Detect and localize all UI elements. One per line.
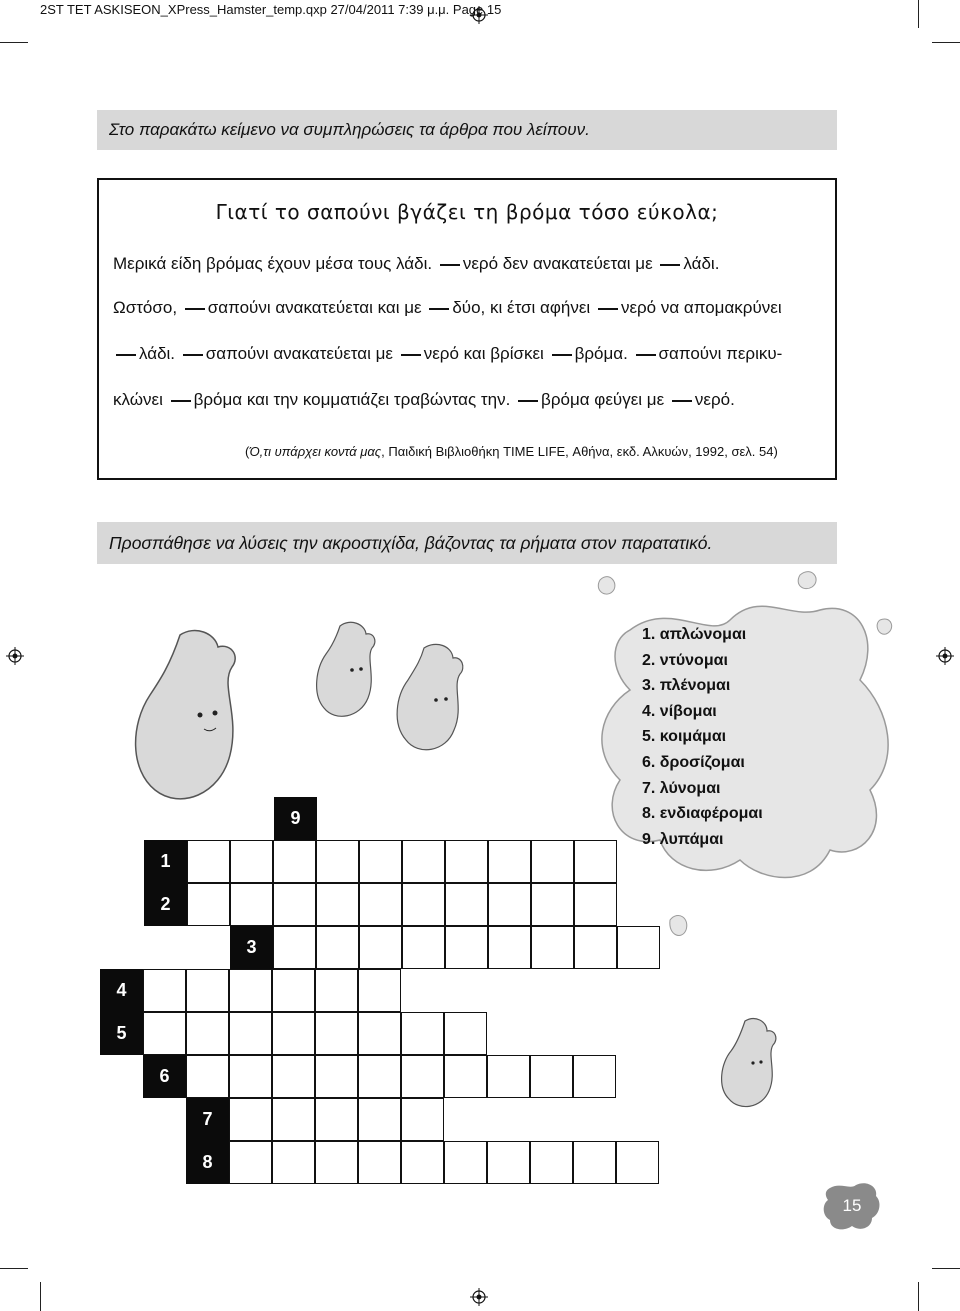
crossword-cell[interactable]: [358, 1098, 401, 1141]
crossword-cell[interactable]: [402, 883, 445, 926]
crossword-cell[interactable]: [315, 969, 358, 1012]
crossword-cell[interactable]: [401, 1055, 444, 1098]
crossword-cell[interactable]: [402, 840, 445, 883]
clue-item: 5. κοιμάμαι: [642, 728, 727, 746]
crossword-cell[interactable]: [401, 1012, 444, 1055]
crossword-cell[interactable]: [617, 926, 660, 969]
passage-line: Ωστόσο, σαπούνι ανακατεύεται και με δύο, κι έτσι αφήνει νερό να απομακρύνει: [113, 298, 782, 317]
article-blank[interactable]: [672, 400, 692, 402]
crossword-cell[interactable]: [530, 1141, 573, 1184]
crossword-cell[interactable]: [315, 1055, 358, 1098]
crossword-cell[interactable]: [187, 883, 230, 926]
article-blank[interactable]: [116, 354, 136, 356]
crossword-cell[interactable]: [229, 1141, 272, 1184]
crossword-cell[interactable]: [358, 1141, 401, 1184]
soap-drop-character-icon: [715, 1015, 795, 1115]
trim-mark: [932, 1268, 960, 1269]
crossword-cell[interactable]: [445, 926, 488, 969]
crossword-cell[interactable]: [273, 840, 316, 883]
print-slug-line: 2ST TET ASKISEON_XPress_Hamster_temp.qxp 27/04/2011 7:39 μ.μ. Page 15: [40, 2, 502, 17]
article-blank[interactable]: [185, 308, 205, 310]
crossword-cell[interactable]: [229, 1055, 272, 1098]
grid-number-4: 4: [100, 969, 143, 1012]
clue-item: 8. ενδιαφέρομαι: [642, 805, 763, 823]
article-blank[interactable]: [552, 354, 572, 356]
crossword-cell[interactable]: [574, 840, 617, 883]
clue-item: 7. λύνομαι: [642, 779, 721, 797]
clue-item: 1. απλώνομαι: [642, 626, 747, 643]
grid-number-7: 7: [186, 1098, 229, 1141]
registration-mark-icon: [470, 1288, 488, 1306]
crossword-cell[interactable]: [573, 1055, 616, 1098]
crossword-cell[interactable]: [401, 1141, 444, 1184]
crossword-cell[interactable]: [272, 969, 315, 1012]
clue-item: 2. ντύνομαι: [642, 651, 728, 669]
crossword-cell[interactable]: [272, 1055, 315, 1098]
crossword-cell[interactable]: [229, 1012, 272, 1055]
exercise1-instruction: Στο παρακάτω κείμενο να συμπληρώσεις τα άρθρα που λείπουν.: [97, 110, 837, 150]
crossword-cell[interactable]: [316, 926, 359, 969]
grid-number-8: 8: [186, 1141, 229, 1184]
crossword-cell[interactable]: [487, 1055, 530, 1098]
passage-box: [97, 178, 837, 480]
crossword-cell[interactable]: [359, 926, 402, 969]
soap-drop-character-icon: [310, 618, 390, 728]
crossword-cell[interactable]: [358, 969, 401, 1012]
crossword-cell[interactable]: [531, 926, 574, 969]
crossword-cell[interactable]: [487, 1141, 530, 1184]
grid-number-9: 9: [274, 797, 317, 840]
grid-number-2: 2: [144, 883, 187, 926]
crossword-cell[interactable]: [616, 1141, 659, 1184]
registration-mark-icon: [936, 647, 954, 665]
crossword-cell[interactable]: [574, 883, 617, 926]
source-citation: (Ό,τι υπάρχει κοντά μας, Παιδική Βιβλιοθήκη TIME LIFE, Αθήνα, εκδ. Αλκυών, 1992, σελ. 54): [245, 444, 778, 459]
crossword-cell[interactable]: [359, 840, 402, 883]
trim-mark: [0, 42, 28, 43]
registration-mark-icon: [6, 647, 24, 665]
crossword-cell[interactable]: [444, 1055, 487, 1098]
crossword-cell[interactable]: [316, 840, 359, 883]
trim-mark: [0, 1268, 28, 1269]
crossword-cell[interactable]: [530, 1055, 573, 1098]
passage-line: Μερικά είδη βρόμας έχουν μέσα τους λάδι. νερό δεν ανακατεύεται με λάδι.: [113, 254, 720, 273]
grid-number-6: 6: [143, 1055, 186, 1098]
crossword-cell[interactable]: [402, 926, 445, 969]
article-blank[interactable]: [171, 400, 191, 402]
crossword-cell[interactable]: [315, 1141, 358, 1184]
article-blank[interactable]: [636, 354, 656, 356]
article-blank[interactable]: [440, 264, 460, 266]
crossword-cell[interactable]: [358, 1012, 401, 1055]
crossword-cell[interactable]: [445, 883, 488, 926]
crossword-cell[interactable]: [359, 883, 402, 926]
crossword-cell[interactable]: [444, 1141, 487, 1184]
crossword-cell[interactable]: [488, 926, 531, 969]
crossword-cell[interactable]: [187, 840, 230, 883]
passage-title: Γιατί το σαπούνι βγάζει τη βρόμα τόσο εύκολα;: [215, 200, 719, 224]
clue-item: 4. νίβομαι: [642, 702, 717, 720]
crossword-cell[interactable]: [488, 840, 531, 883]
crossword-cell[interactable]: [230, 883, 273, 926]
crossword-cell[interactable]: [186, 1012, 229, 1055]
crossword-cell[interactable]: [531, 883, 574, 926]
clue-list: [642, 622, 763, 852]
clue-item: 6. δροσίζομαι: [642, 753, 745, 771]
crossword-cell[interactable]: [358, 1055, 401, 1098]
soap-drop-character-icon: [120, 625, 270, 815]
grid-number-1: 1: [144, 840, 187, 883]
crossword-cell[interactable]: [186, 969, 229, 1012]
crossword-cell[interactable]: [272, 1098, 315, 1141]
article-blank[interactable]: [518, 400, 538, 402]
crossword-cell[interactable]: [229, 1098, 272, 1141]
crossword-cell[interactable]: [531, 840, 574, 883]
article-blank[interactable]: [183, 354, 203, 356]
crossword-cell[interactable]: [230, 840, 273, 883]
crossword-cell[interactable]: [143, 1012, 186, 1055]
page-number: 15: [842, 1196, 862, 1215]
grid-number-3: 3: [230, 926, 273, 969]
crossword-cell[interactable]: [186, 1055, 229, 1098]
trim-mark: [918, 0, 919, 28]
soap-drop-character-icon: [390, 640, 480, 760]
crossword-cell[interactable]: [272, 1012, 315, 1055]
crossword-cell[interactable]: [273, 926, 316, 969]
grid-number-5: 5: [100, 1012, 143, 1055]
article-blank[interactable]: [401, 354, 421, 356]
crossword-cell[interactable]: [488, 883, 531, 926]
exercise2-instruction: Προσπάθησε να λύσεις την ακροστιχίδα, βάζοντας τα ρήματα στον παρατατικό.: [97, 522, 837, 564]
crossword-cell[interactable]: [573, 1141, 616, 1184]
crossword-cell[interactable]: [229, 969, 272, 1012]
crossword-cell[interactable]: [401, 1098, 444, 1141]
crossword-cell[interactable]: [143, 969, 186, 1012]
crossword-cell[interactable]: [273, 883, 316, 926]
passage-line: κλώνει βρόμα και την κομματιάζει τραβώντας την. βρόμα φεύγει με νερό.: [113, 390, 735, 409]
trim-mark: [932, 42, 960, 43]
clue-item: 3. πλένομαι: [642, 677, 731, 695]
passage-line: λάδι. σαπούνι ανακατεύεται με νερό και βρίσκει βρόμα. σαπούνι περικυ-: [113, 344, 782, 364]
crossword-cell[interactable]: [444, 1012, 487, 1055]
crossword-cell[interactable]: [574, 926, 617, 969]
trim-mark: [918, 1282, 919, 1311]
crossword-cell[interactable]: [315, 1098, 358, 1141]
crossword-cell[interactable]: [445, 840, 488, 883]
crossword-cell[interactable]: [316, 883, 359, 926]
crossword-cell[interactable]: [272, 1141, 315, 1184]
article-blank[interactable]: [429, 308, 449, 310]
trim-mark: [40, 1282, 41, 1311]
crossword-cell[interactable]: [315, 1012, 358, 1055]
clue-item: 9. λυπάμαι: [642, 830, 724, 848]
article-blank[interactable]: [598, 308, 618, 310]
article-blank[interactable]: [660, 264, 680, 266]
